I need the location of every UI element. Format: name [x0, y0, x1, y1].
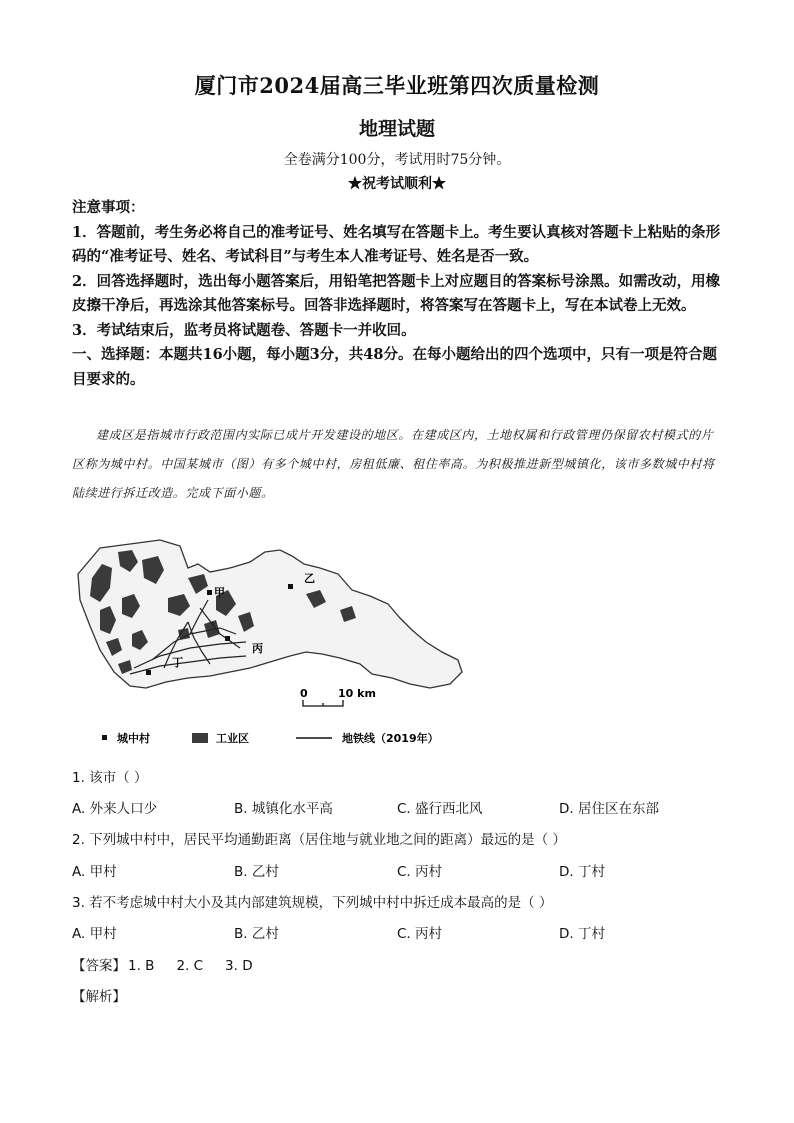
- scale-value-label: 10 km: [338, 687, 376, 700]
- section-heading: 一、选择题：本题共16小题，每小题3分，共48分。在每小题给出的四个选项中，只有一项是符合题目要求的。: [72, 346, 717, 388]
- notes-heading: 注意事项：: [72, 199, 145, 216]
- option-d[interactable]: D. 丁村: [559, 926, 605, 942]
- village-bing-marker: [225, 636, 230, 641]
- question-2-stem: 2. 下列城中村中，居民平均通勤距离（居住地与就业地之间的距离）最远的是（ ）: [72, 832, 566, 848]
- exam-meta: 全卷满分100分，考试用时75分钟。: [283, 152, 511, 168]
- option-a[interactable]: A. 甲村: [72, 926, 117, 942]
- answer-label: 【答案】: [72, 958, 126, 974]
- option-b[interactable]: B. 乙村: [234, 864, 279, 880]
- notes-section: [72, 196, 722, 392]
- question-3-options: [72, 922, 732, 942]
- option-d[interactable]: D. 丁村: [559, 864, 605, 880]
- option-a[interactable]: A. 外来人口少: [72, 801, 158, 817]
- option-c[interactable]: C. 盛行西北风: [397, 801, 483, 817]
- scale-bar: [300, 687, 376, 706]
- option-c[interactable]: C. 丙村: [397, 864, 443, 880]
- notes-item: 1．答题前，考生务必将自己的准考证号、姓名填写在答题卡上。考生要认真核对答题卡上粘贴的条形码的“准考证号、姓名、考试科目”与考生本人准考证号、姓名是否一致。: [72, 223, 721, 265]
- village-label-yi: 乙: [304, 572, 315, 585]
- village-label-ding: 丁: [172, 656, 183, 669]
- village-label-jia: 甲: [214, 586, 225, 599]
- question-1-stem: 1. 该市（ ）: [72, 770, 148, 786]
- village-label-bing: 丙: [252, 642, 263, 655]
- answer-value: 1. B: [128, 958, 155, 974]
- legend-industrial-label: 工业区: [216, 732, 249, 745]
- map-legend: [102, 731, 439, 745]
- question-2-options: [72, 860, 732, 880]
- option-b[interactable]: B. 乙村: [234, 926, 279, 942]
- legend-metro-label: 地铁线（2019年）: [342, 732, 439, 745]
- question-1-options: [72, 797, 732, 817]
- legend-village-label: 城中村: [117, 732, 150, 745]
- legend-village-icon: [102, 735, 107, 740]
- option-b[interactable]: B. 城镇化水平高: [234, 801, 333, 817]
- option-d[interactable]: D. 居住区在东部: [559, 801, 659, 817]
- notes-item: 2．回答选择题时，选出每小题答案后，用铅笔把答题卡上对应题目的答案标号涂黑。如需改动，用橡皮擦干净后，再选涂其他答案标号。回答非选择题时，将答案写在答题卡上，写在本试卷上无效。: [72, 272, 721, 314]
- subject-title: 地理试题: [358, 118, 435, 140]
- answer-value: 3. D: [225, 958, 253, 974]
- legend-industrial-icon: [192, 733, 208, 743]
- exam-title: 厦门市2024届高三毕业班第四次质量检测: [194, 73, 600, 98]
- notes-item: 3．考试结束后，监考员将试题卷、答题卡一并收回。: [72, 321, 416, 339]
- answer-value: 2. C: [176, 958, 204, 974]
- question-intro: 建成区是指城市行政范围内实际已成片开发建设的地区。在建成区内，土地权属和行政管理仍保留农村模式的片区称为城中村。中国某城市（图）有多个城中村，房租低廉、租住率高。为积极推进新型城镇化，该市多数城中村将陆续进行拆迁改造。完成下面小题。: [72, 428, 715, 500]
- scale-zero-label: 0: [300, 687, 308, 700]
- question-3-stem: 3. 若不考虑城中村大小及其内部建筑规模，下列城中村中拆迁成本最高的是（ ）: [72, 895, 553, 911]
- analysis-label: 【解析】: [72, 989, 126, 1005]
- answer-line: [72, 954, 275, 974]
- option-c[interactable]: C. 丙村: [397, 926, 443, 942]
- village-yi-marker: [288, 584, 293, 589]
- village-ding-marker: [146, 670, 151, 675]
- option-a[interactable]: A. 甲村: [72, 864, 117, 880]
- exam-wish: ★祝考试顺利★: [348, 176, 446, 192]
- city-map-figure: [70, 538, 470, 758]
- village-jia-marker: [207, 590, 212, 595]
